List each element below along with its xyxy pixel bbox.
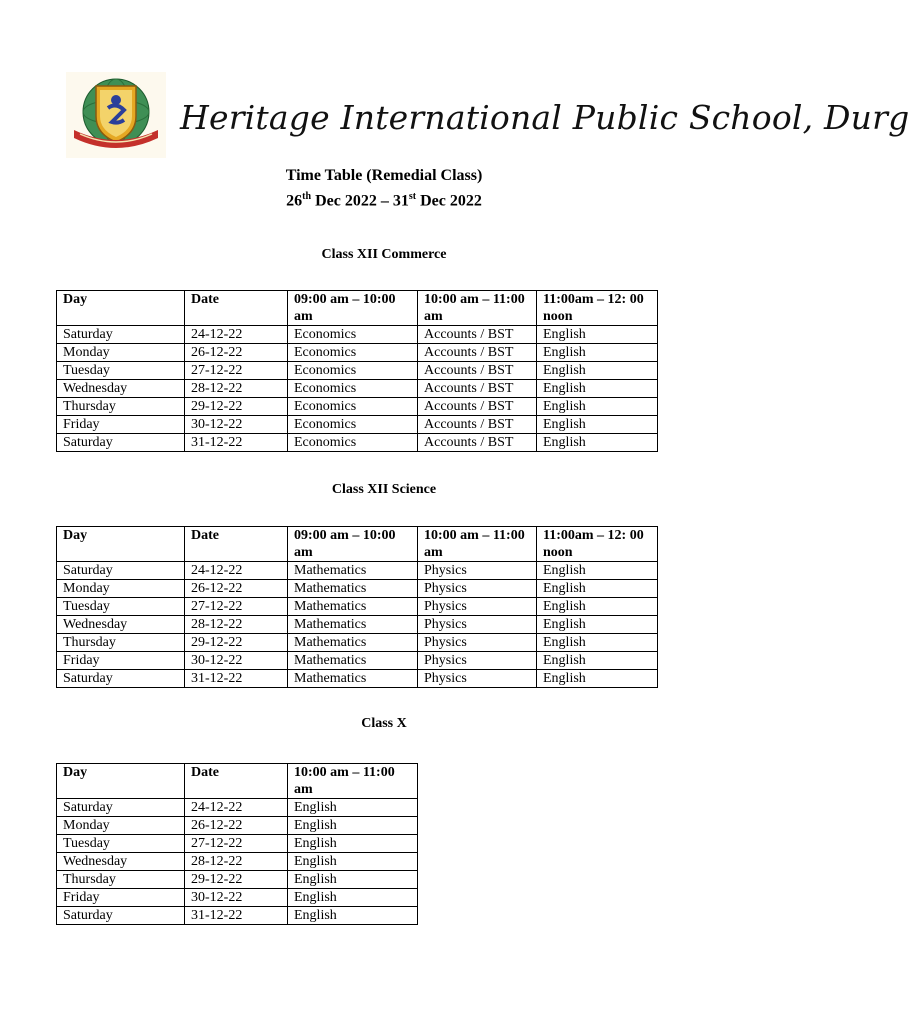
table-row (57, 380, 658, 398)
table-cell: Accounts / BST (418, 434, 537, 452)
table-cell: Mathematics (288, 598, 418, 616)
table-cell: Saturday (57, 907, 185, 925)
table-cell: English (537, 326, 658, 344)
table-cell: Saturday (57, 326, 185, 344)
table-cell: English (288, 907, 418, 925)
column-header: 11:00am – 12: 00 noon (537, 291, 658, 326)
table-cell: 24-12-22 (185, 799, 288, 817)
table-cell: English (537, 580, 658, 598)
table-row (57, 616, 658, 634)
table-row (57, 434, 658, 452)
table-cell: Accounts / BST (418, 326, 537, 344)
table-cell: English (537, 344, 658, 362)
table-row (57, 799, 418, 817)
table-cell: English (537, 616, 658, 634)
table-cell: English (288, 853, 418, 871)
table-cell: Accounts / BST (418, 344, 537, 362)
table-cell: 30-12-22 (185, 652, 288, 670)
table-cell: Physics (418, 580, 537, 598)
table-cell: Accounts / BST (418, 416, 537, 434)
table-cell: 26-12-22 (185, 580, 288, 598)
table-cell: Physics (418, 598, 537, 616)
table-cell: Mathematics (288, 634, 418, 652)
table-cell: 28-12-22 (185, 616, 288, 634)
table-cell: English (288, 889, 418, 907)
table-cell: English (537, 652, 658, 670)
section-title-class-x: Class X (361, 716, 407, 731)
table-cell: English (288, 871, 418, 889)
table-cell: Saturday (57, 670, 185, 688)
table-cell: Thursday (57, 398, 185, 416)
table-row (57, 416, 658, 434)
table-cell: Physics (418, 670, 537, 688)
table-row (57, 634, 658, 652)
column-header: 10:00 am – 11:00 am (418, 527, 537, 562)
section-title-commerce: Class XII Commerce (321, 247, 447, 262)
table-cell: Mathematics (288, 616, 418, 634)
table-cell: Mathematics (288, 580, 418, 598)
timetable-class-x (56, 763, 418, 925)
table-cell: Monday (57, 344, 185, 362)
table-cell: 24-12-22 (185, 326, 288, 344)
table-cell: 30-12-22 (185, 416, 288, 434)
table-cell: Friday (57, 416, 185, 434)
table-cell: English (288, 799, 418, 817)
school-logo (66, 72, 166, 158)
page-header (62, 70, 909, 162)
column-header: Day (57, 291, 185, 326)
table-cell: English (288, 817, 418, 835)
table-cell: 24-12-22 (185, 562, 288, 580)
table-cell: Economics (288, 380, 418, 398)
table-row (57, 562, 658, 580)
table-cell: Friday (57, 652, 185, 670)
table-cell: 27-12-22 (185, 598, 288, 616)
table-cell: Physics (418, 562, 537, 580)
table-cell: 27-12-22 (185, 362, 288, 380)
table-cell: English (537, 380, 658, 398)
table-cell: 28-12-22 (185, 380, 288, 398)
table-cell: Saturday (57, 562, 185, 580)
table-header-row (57, 527, 658, 562)
table-row (57, 598, 658, 616)
table-cell: Monday (57, 817, 185, 835)
table-cell: Economics (288, 416, 418, 434)
column-header: Date (185, 764, 288, 799)
table-cell: Accounts / BST (418, 398, 537, 416)
table-cell: Tuesday (57, 835, 185, 853)
table-cell: English (537, 634, 658, 652)
table-cell: Tuesday (57, 598, 185, 616)
table-cell: English (288, 835, 418, 853)
table-row (57, 889, 418, 907)
table-row (57, 853, 418, 871)
table-row (57, 362, 658, 380)
table-cell: Physics (418, 652, 537, 670)
table-cell: Mathematics (288, 670, 418, 688)
table-cell: Physics (418, 616, 537, 634)
table-cell: Wednesday (57, 616, 185, 634)
table-cell: English (537, 362, 658, 380)
table-header-row (57, 764, 418, 799)
table-row (57, 344, 658, 362)
column-header: 10:00 am – 11:00 am (418, 291, 537, 326)
column-header: 10:00 am – 11:00 am (288, 764, 418, 799)
table-cell: 29-12-22 (185, 634, 288, 652)
table-cell: English (537, 598, 658, 616)
timetable-commerce (56, 290, 658, 452)
table-cell: English (537, 398, 658, 416)
table-cell: Accounts / BST (418, 362, 537, 380)
table-cell: Thursday (57, 871, 185, 889)
column-header: Day (57, 764, 185, 799)
table-row (57, 817, 418, 835)
table-cell: Saturday (57, 799, 185, 817)
table-cell: Mathematics (288, 652, 418, 670)
table-cell: 29-12-22 (185, 398, 288, 416)
column-header: Day (57, 527, 185, 562)
table-cell: Physics (418, 634, 537, 652)
column-header: 09:00 am – 10:00 am (288, 291, 418, 326)
table-cell: Mathematics (288, 562, 418, 580)
timetable-title: Time Table (Remedial Class) (285, 167, 483, 184)
section-title-science: Class XII Science (331, 482, 437, 497)
table-cell: Economics (288, 434, 418, 452)
table-cell: 26-12-22 (185, 344, 288, 362)
table-cell: English (537, 416, 658, 434)
table-cell: English (537, 562, 658, 580)
table-cell: 28-12-22 (185, 853, 288, 871)
table-cell: Tuesday (57, 362, 185, 380)
table-cell: 31-12-22 (185, 434, 288, 452)
table-row (57, 652, 658, 670)
table-cell: 30-12-22 (185, 889, 288, 907)
table-cell: English (537, 670, 658, 688)
table-row (57, 871, 418, 889)
table-cell: Economics (288, 398, 418, 416)
table-cell: 26-12-22 (185, 817, 288, 835)
column-header: 11:00am – 12: 00 noon (537, 527, 658, 562)
table-cell: Economics (288, 362, 418, 380)
table-row (57, 326, 658, 344)
timetable-date-range: 26th Dec 2022 – 31st Dec 2022 (286, 191, 482, 210)
column-header: Date (185, 527, 288, 562)
table-header-row (57, 291, 658, 326)
table-cell: 29-12-22 (185, 871, 288, 889)
table-cell: Friday (57, 889, 185, 907)
table-cell: Saturday (57, 434, 185, 452)
table-row (57, 835, 418, 853)
school-name: Heritage International Public School, Durg (180, 98, 909, 137)
table-cell: Economics (288, 326, 418, 344)
table-cell: 31-12-22 (185, 670, 288, 688)
table-cell: Wednesday (57, 853, 185, 871)
table-cell: 27-12-22 (185, 835, 288, 853)
table-cell: English (537, 434, 658, 452)
column-header: 09:00 am – 10:00 am (288, 527, 418, 562)
table-cell: Thursday (57, 634, 185, 652)
column-header: Date (185, 291, 288, 326)
table-row (57, 398, 658, 416)
table-cell: 31-12-22 (185, 907, 288, 925)
table-row (57, 670, 658, 688)
table-row (57, 907, 418, 925)
table-cell: Monday (57, 580, 185, 598)
table-cell: Economics (288, 344, 418, 362)
timetable-science (56, 526, 658, 688)
table-row (57, 580, 658, 598)
table-cell: Wednesday (57, 380, 185, 398)
table-cell: Accounts / BST (418, 380, 537, 398)
